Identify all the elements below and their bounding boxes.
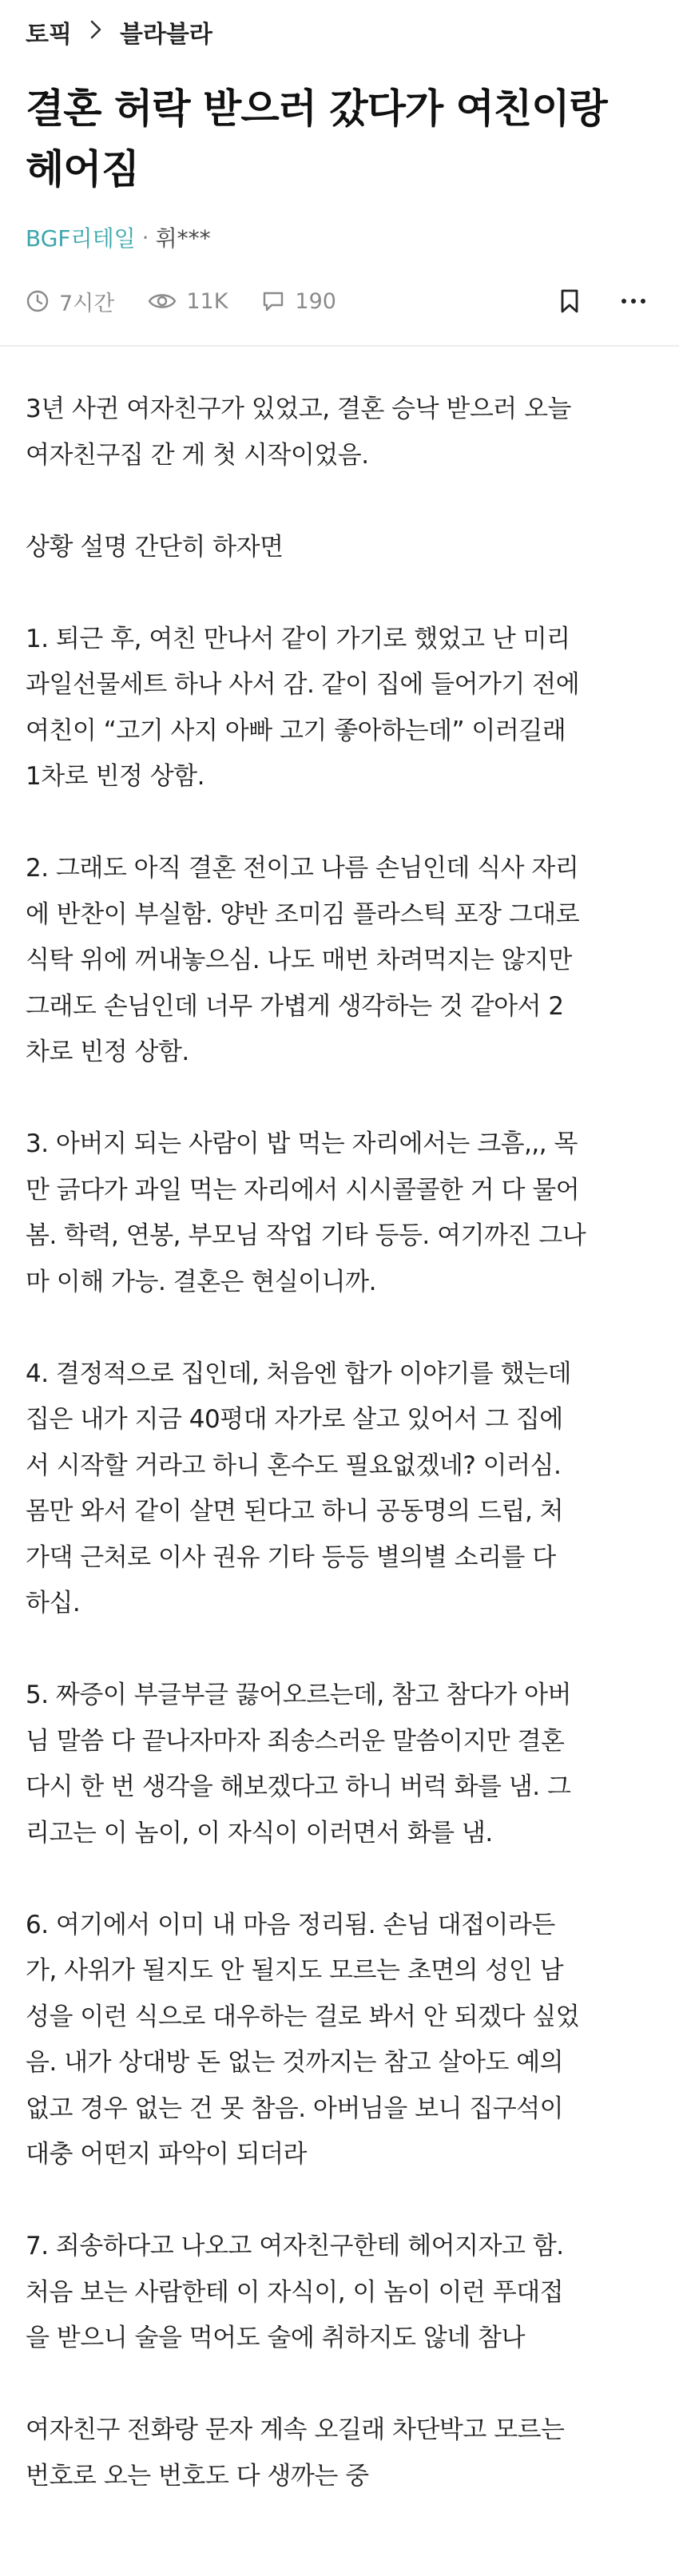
text-line: 상황 설명 간단히 하자면 [26,532,284,562]
paragraph-situation [26,525,653,571]
text-line: 몸만 와서 같이 살면 된다고 하니 공동명의 드립, 처 [26,1497,564,1526]
text-line: 에 반찬이 부실함. 양반 조미김 플라스틱 포장 그대로 [26,899,580,929]
text-line: 없고 경우 없는 건 못 참음. 아버님을 보니 집구석이 [26,2094,564,2123]
text-line: 님 말씀 다 끝나자마자 죄송스러운 말씀이지만 결혼 [26,1726,565,1756]
clock-icon [26,289,50,313]
text-line: 성을 이런 식으로 대우하는 걸로 봐서 안 되겠다 싶었 [26,2002,580,2031]
text-line: 여자친구 전화랑 문자 계속 오길래 차단박고 모르는 [26,2415,565,2444]
text-line: 여친이 “고기 사지 아빠 고기 좋아하는데” 이러길래 [26,716,566,745]
text-line: 집은 내가 지금 40평대 자가로 살고 있어서 그 집에 [26,1405,563,1434]
paragraph-2 [26,846,653,1076]
paragraph-1 [26,617,653,800]
text-line: 3. 아버지 되는 사람이 밥 먹는 자리에서는 크흠,,, 목 [26,1129,578,1158]
text-line: 서 시작할 거라고 하니 혼수도 필요없겠네? 이러심. [26,1451,562,1480]
text-line: 식탁 위에 꺼내놓으심. 나도 매번 차려먹지는 않지만 [26,946,572,974]
paragraph-7 [26,2224,653,2362]
post-views [148,289,228,314]
post-time [26,286,114,317]
paragraph-intro [26,387,653,478]
author-company[interactable]: BGF리테일 [26,225,136,252]
post-title: 결혼 허락 받으러 갔다가 여친이랑 헤어짐 [26,85,607,193]
paragraph-3 [26,1121,653,1305]
text-line: 리고는 이 놈이, 이 자식이 이러면서 화를 냄. [26,1818,493,1848]
text-line: 7. 죄송하다고 나오고 여자친구한테 헤어지자고 함. [26,2232,564,2260]
paragraph-4 [26,1352,653,1627]
text-line: 만 긁다가 과일 먹는 자리에서 시시콜콜한 거 다 물어 [26,1175,580,1205]
text-line: 음. 내가 상대방 돈 없는 것까지는 참고 살아도 예의 [26,2048,564,2077]
paragraph-6 [26,1903,653,2178]
text-line: 6. 여기에서 이미 내 마음 정리됨. 손님 대접이라든 [26,1910,555,1939]
paragraph-5 [26,1673,653,1856]
breadcrumb [0,0,679,64]
text-line: 마 이해 가능. 결혼은 현실이니까. [26,1267,376,1296]
post-author [0,217,679,257]
eye-icon [148,289,177,313]
post-time-value: 7시간 [59,291,115,316]
text-line: 1차로 빈정 상함. [26,762,204,791]
author-separator: · [141,224,149,251]
post-content [0,347,679,2499]
text-line: 차로 빈정 상함. [26,1038,189,1066]
text-line: 번호로 오는 번호도 다 생까는 중 [26,2461,369,2491]
breadcrumb-board-link[interactable]: 블라블라 [119,21,212,49]
text-line: 4. 결정적으로 집인데, 처음엔 합가 이야기를 했는데 [26,1359,571,1388]
text-line: 3년 사귄 여자친구가 있었고, 결혼 승낙 받으러 오늘 [26,395,571,423]
post-meta [0,281,679,321]
text-line: 봄. 학력, 연봉, 부모님 작업 기타 등등. 여기까진 그나 [26,1221,586,1250]
text-line: 그래도 손님인데 너무 가볍게 생각하는 것 같아서 2 [26,991,564,1021]
comment-icon [261,289,285,313]
bookmark-button[interactable] [550,281,590,321]
text-line: 대충 어떤지 파악이 되더라 [26,2140,307,2169]
text-line: 가, 사위가 될지도 안 될지도 모르는 초면의 성인 남 [26,1956,564,1985]
text-line: 5. 짜증이 부글부글 끓어오르는데, 참고 참다가 아버 [26,1681,571,1709]
author-nickname: 휘*** [155,225,211,252]
text-line: 1. 퇴근 후, 여친 만나서 같이 가기로 했었고 난 미리 [26,624,570,653]
chevron-right-icon [89,18,102,46]
more-button[interactable] [613,281,653,321]
text-line: 가댁 근처로 이사 권유 기타 등등 별의별 소리를 다 [26,1542,556,1572]
paragraph-last [26,2407,653,2499]
text-line: 처음 보는 사람한테 이 자식이, 이 놈이 이런 푸대접 [26,2277,564,2307]
text-line: 하십. [26,1589,81,1617]
post-views-value: 11K [186,288,228,314]
post-comments[interactable] [261,289,336,314]
text-line: 과일선물세트 하나 사서 감. 같이 집에 들어가기 전에 [26,670,580,699]
breadcrumb-topic-link[interactable]: 토픽 [26,21,72,49]
text-line: 다시 한 번 생각을 해보겠다고 하니 버럭 화를 냄. 그 [26,1772,571,1801]
text-line: 여자친구집 간 게 첫 시작이었음. [26,440,369,470]
more-icon [621,298,646,304]
post-comments-value: 190 [295,288,336,314]
bookmark-icon [559,288,580,314]
text-line: 을 받으니 술을 먹어도 술에 취하지도 않네 참나 [26,2324,525,2352]
text-line: 2. 그래도 아직 결혼 전이고 나름 손님인데 식사 자리 [26,854,579,883]
